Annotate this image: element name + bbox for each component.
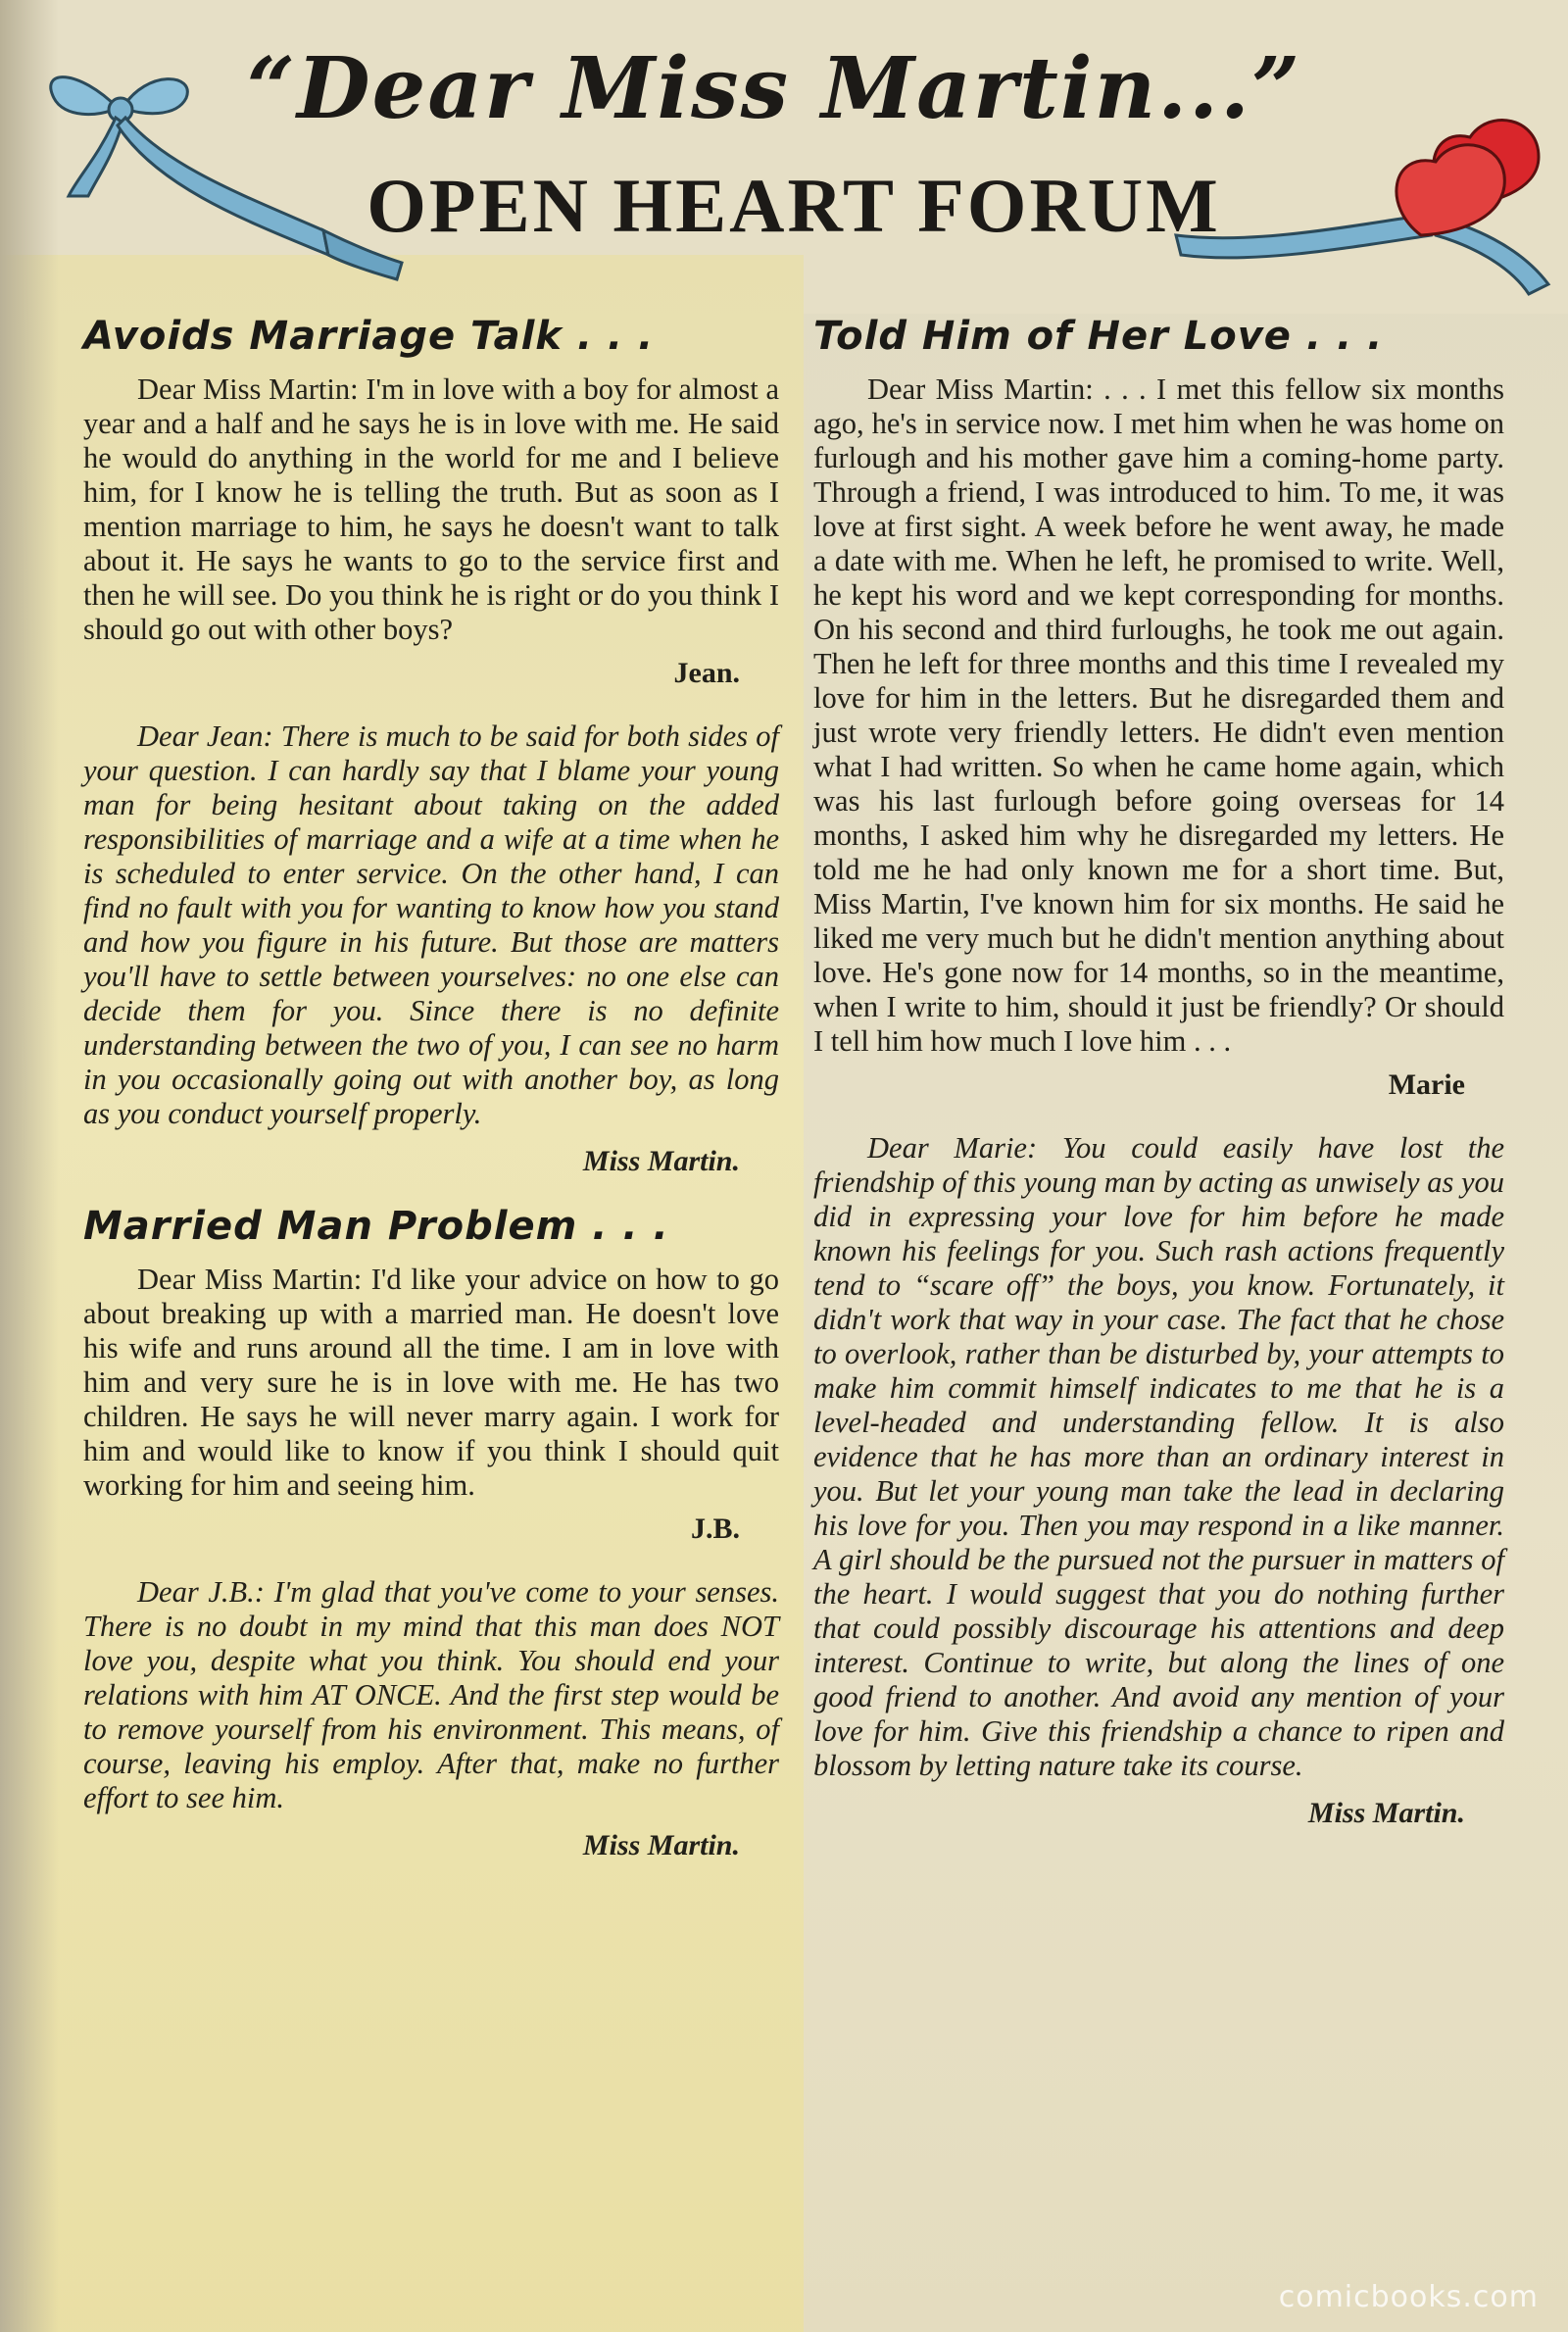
- advice-reply: Dear Marie: You could easily have lost the friendship of this young man by acting as unwisely as you did in expressing your love for him before he made known his feelings for you. Such rash actions frequently tend to “scare off” the boys, you know. Fortunately, it didn't work that way in your case. The fact that he chose to overlook, rather than be disturbed by, your attempts to make him commit himself indicates to me that he is a level-headed and understanding fellow. It is also evidence that he has more than an ordinary interest in you. But let your young man take the lead in declaring his love for you. Then you may respond in a like manner. A girl should be the pursued not the pursuer in matters of the heart. I would suggest that you do nothing further that could possibly discourage his attentions and deep interest. Continue to write, but along the lines of one good friend to another. And avoid any mention of your love for him. Give this friendship a chance to ripen and blossom by letting nature take its course.: [813, 1131, 1504, 1782]
- left-column: [83, 314, 779, 1888]
- section-heading: Told Him of Her Love . . .: [813, 314, 1384, 359]
- reader-letter: Dear Miss Martin: . . . I met this fellow six months ago, he's in service now. I met him when he was home on furlough and his mother gave him a coming-home party. Through a friend, I was introduced to him. To me, it was love at first sight. A week before he went away, he made a date with me. When he left, he promised to write. Well, he kept his word and we kept corresponding for months. On his second and third furloughs, he took me out again. Then he left for three months and this time I revealed my love for him in the letters. But he disregarded them and just wrote very friendly letters. He didn't even mention what I had written. So when he came home again, which was his last furlough before going overseas for 14 months, I asked him why he disregarded my letters. He told me he had only known me for a short time. But, Miss Martin, I've known him for six months. He said he liked me very much but he didn't mention anything about love. He's gone now for 14 months, so in the meantime, when I write to him, should it just be friendly? Or should I tell him how much I love him . . .: [813, 372, 1504, 1058]
- section-married-man-problem: [83, 1204, 779, 1862]
- reply-signer: Miss Martin.: [1307, 1797, 1465, 1829]
- letter-signer: Jean.: [673, 657, 740, 689]
- header-salutation: “Dear Miss Martin...”: [246, 39, 1302, 138]
- letter-signer: Marie: [1388, 1068, 1465, 1101]
- reply-signer: Miss Martin.: [582, 1829, 740, 1861]
- reader-letter: Dear Miss Martin: I'd like your advice on how to go about breaking up with a married man. He doesn't love his wife and runs around all the time. I am in love with him and very sure he is in love with me. He has two children. He says he will never marry again. I work for him and would like to know if you think I should quit working for him and seeing him.: [83, 1263, 779, 1502]
- page-header: [0, 0, 1568, 294]
- section-told-him-of-her-love: [813, 314, 1504, 1830]
- page-title: OPEN HEART FORUM: [367, 163, 1221, 248]
- section-heading: Married Man Problem . . .: [83, 1204, 669, 1249]
- advice-reply: Dear J.B.: I'm glad that you've come to your senses. There is no doubt in my mind that this man does NOT love you, despite what you think. You should end your relations with him AT ONCE. And the first step would be to remove yourself from his environment. This means, of course, leaving his employ. After that, make no further effort to see him.: [83, 1575, 779, 1814]
- section-avoids-marriage-talk: [83, 314, 779, 1178]
- watermark: comicbooks.com: [1278, 2280, 1539, 2314]
- page-edge-shadow: [0, 0, 59, 2332]
- reply-signer: Miss Martin.: [582, 1145, 740, 1177]
- letter-signer: J.B.: [690, 1513, 740, 1545]
- advice-reply: Dear Jean: There is much to be said for both sides of your question. I can hardly say that I blame your young man for being hesitant about taking on the added responsibilities of marriage and a wife at a time when he is scheduled to enter service. On the other hand, I can find no fault with you for wanting to know how you stand and how you figure in his future. But those are matters you'll have to settle between yourselves: no one else can decide them for you. Since there is no definite understanding between the two of you, I can see no harm in you occasionally going out with another boy, as long as you conduct yourself properly.: [83, 719, 779, 1130]
- section-heading: Avoids Marriage Talk . . .: [83, 314, 655, 359]
- reader-letter: Dear Miss Martin: I'm in love with a boy for almost a year and a half and he says he is in love with me. He said he would do anything in the world for me and I believe him, for I know he is telling the truth. But as soon as I mention marriage to him, he says he doesn't want to talk about it. He says he wants to go to the service first and then he will see. Do you think he is right or do you think I should go out with other boys?: [83, 372, 779, 646]
- right-column: [813, 314, 1504, 1856]
